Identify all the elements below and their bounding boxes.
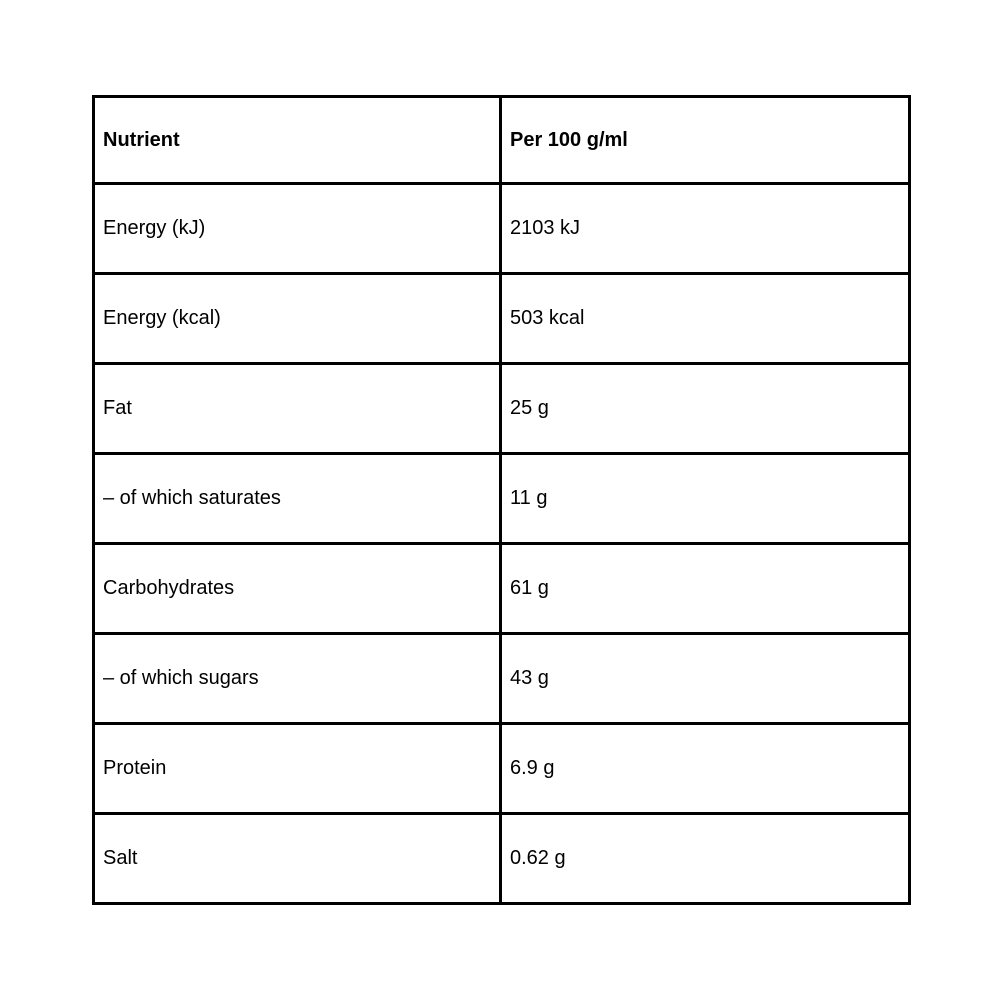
table-row bbox=[94, 544, 910, 634]
table-row bbox=[94, 724, 910, 814]
value-cell: 503 kcal bbox=[501, 274, 910, 364]
value-cell: 43 g bbox=[501, 634, 910, 724]
nutrient-cell: Salt bbox=[94, 814, 501, 904]
nutrient-cell: Energy (kJ) bbox=[94, 184, 501, 274]
value-cell: 0.62 g bbox=[501, 814, 910, 904]
value-cell: 6.9 g bbox=[501, 724, 910, 814]
nutrient-cell: Protein bbox=[94, 724, 501, 814]
table-row bbox=[94, 184, 910, 274]
value-cell: 61 g bbox=[501, 544, 910, 634]
table-row bbox=[94, 274, 910, 364]
table-row bbox=[94, 454, 910, 544]
nutrient-cell: Energy (kcal) bbox=[94, 274, 501, 364]
table-row bbox=[94, 364, 910, 454]
table-header-row bbox=[94, 97, 910, 184]
nutrient-cell: – of which sugars bbox=[94, 634, 501, 724]
table-row bbox=[94, 814, 910, 904]
header-nutrient: Nutrient bbox=[94, 97, 501, 184]
table-row bbox=[94, 634, 910, 724]
header-per-100: Per 100 g/ml bbox=[501, 97, 910, 184]
nutrient-cell: Carbohydrates bbox=[94, 544, 501, 634]
value-cell: 11 g bbox=[501, 454, 910, 544]
nutrition-table bbox=[92, 95, 911, 905]
nutrient-cell: Fat bbox=[94, 364, 501, 454]
nutrient-cell: – of which saturates bbox=[94, 454, 501, 544]
value-cell: 25 g bbox=[501, 364, 910, 454]
value-cell: 2103 kJ bbox=[501, 184, 910, 274]
